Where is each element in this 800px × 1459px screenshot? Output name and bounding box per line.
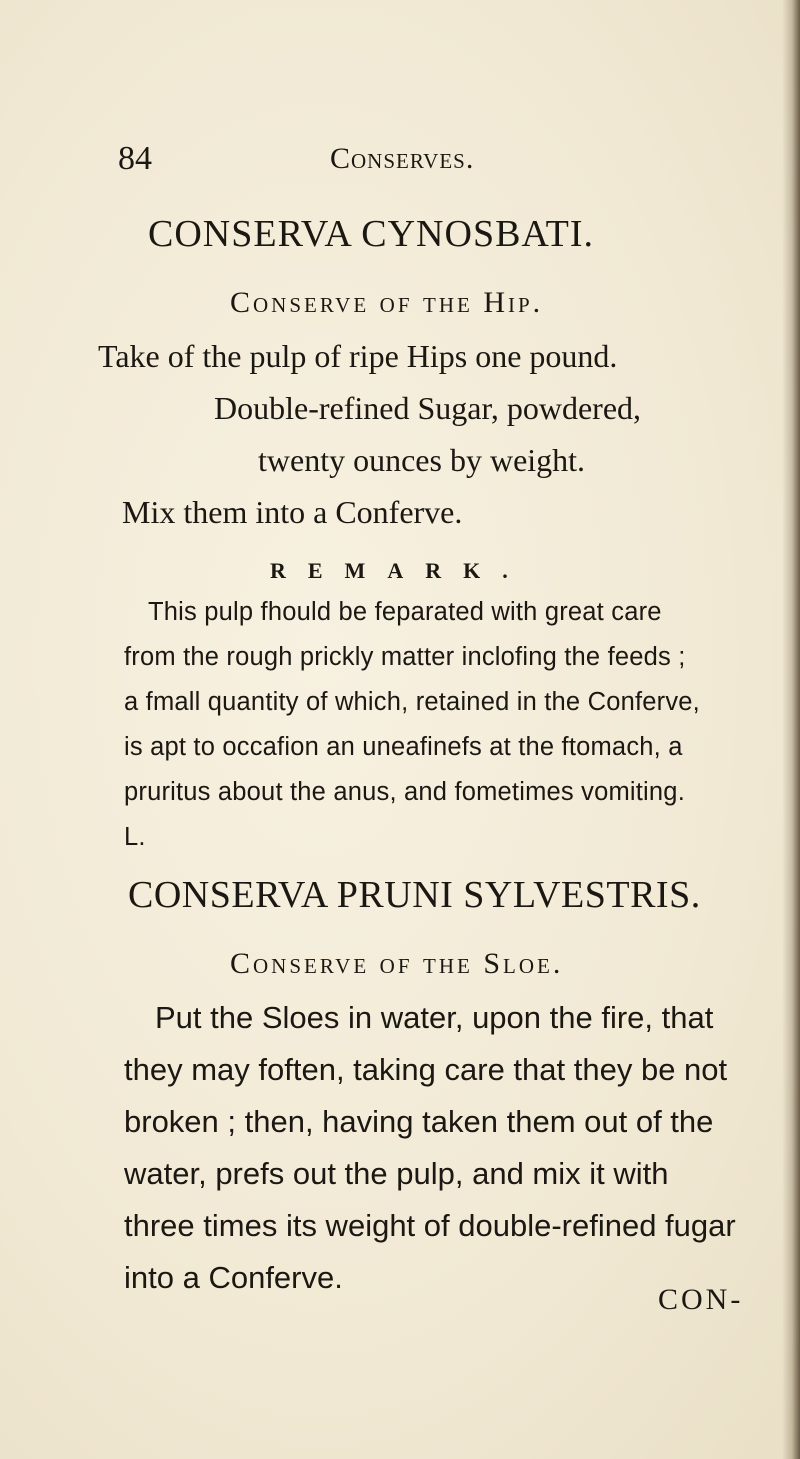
- catchword: CON-: [658, 1283, 744, 1316]
- recipe-line: Double-refined Sugar, powdered,: [214, 390, 642, 426]
- running-title: Conserves.: [330, 142, 475, 175]
- remark-line: pruritus about the anus, and fometimes vomiting.: [124, 778, 685, 806]
- section2-subtitle: Conserve of the Sloe.: [230, 947, 564, 980]
- body-line: three times its weight of double-refined fugar: [124, 1208, 736, 1243]
- recipe-line: Mix them into a Conferve.: [122, 494, 463, 530]
- body-line: into a Conferve.: [124, 1260, 343, 1295]
- recipe-line: Take of the pulp of ripe Hips one pound.: [98, 338, 618, 374]
- section2-title: CONSERVA PRUNI SYLVESTRIS.: [128, 874, 701, 916]
- body-line: water, prefs out the pulp, and mix it with: [124, 1156, 669, 1191]
- page-number: 84: [118, 140, 152, 177]
- body-line: broken ; then, having taken them out of the: [124, 1104, 714, 1139]
- body-line: they may foften, taking care that they be not: [124, 1052, 728, 1087]
- remark-line: is apt to occafion an uneafinefs at the ftomach, a: [124, 733, 683, 761]
- remark-line: a fmall quantity of which, retained in the Conferve,: [124, 688, 700, 716]
- remark-line: from the rough prickly matter inclofing the feeds ;: [124, 643, 686, 671]
- section1-title: CONSERVA CYNOSBATI.: [148, 213, 595, 255]
- body-line: Put the Sloes in water, upon the fire, that: [155, 1000, 714, 1035]
- recipe-line: twenty ounces by weight.: [258, 442, 586, 478]
- running-head: [0, 140, 800, 190]
- page-edge-shadow: [782, 0, 800, 1459]
- section1-subtitle: Conserve of the Hip.: [230, 286, 544, 319]
- remark-line: L.: [124, 823, 146, 851]
- remark-line: This pulp fhould be feparated with great care: [148, 598, 662, 626]
- remark-heading: REMARK.: [270, 558, 530, 583]
